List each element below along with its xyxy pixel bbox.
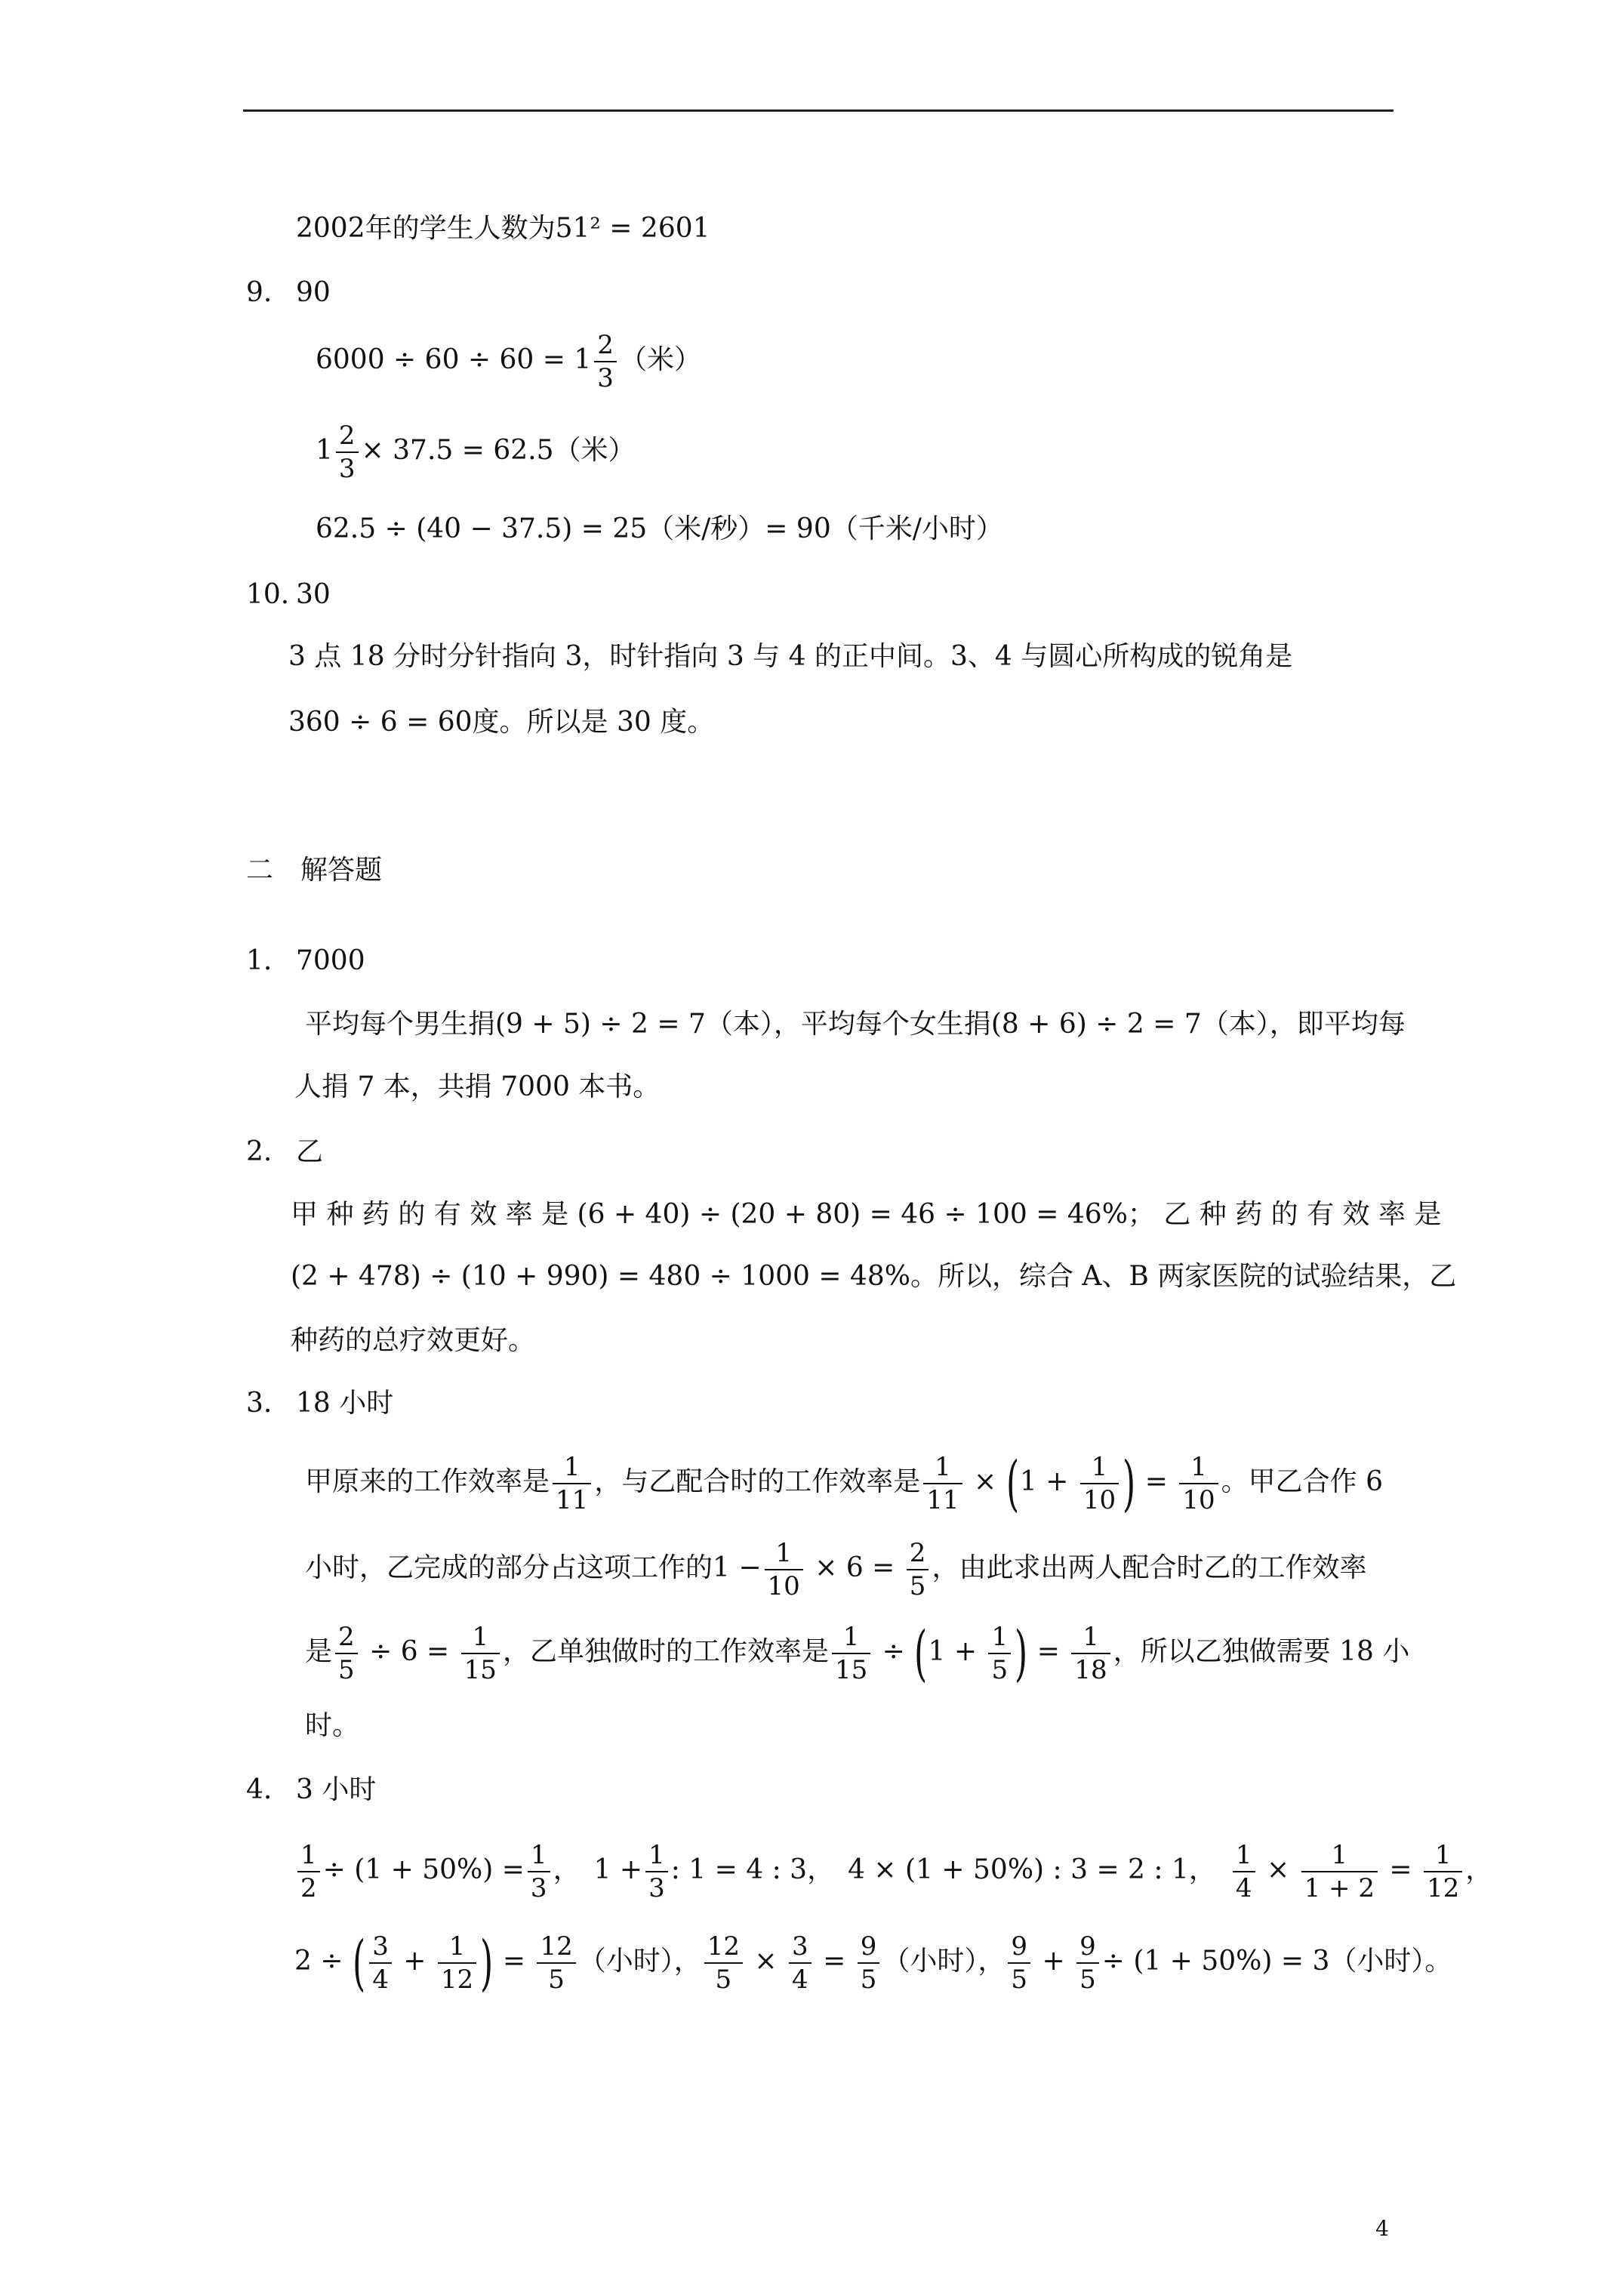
fraction: $\frac{1}{11}$ <box>553 1454 591 1513</box>
fraction: $\frac{1}{2}$ <box>297 1842 320 1901</box>
q9-answer: 90 <box>296 277 331 308</box>
a4-number: 4. <box>246 1774 273 1805</box>
header-rule <box>243 109 1394 112</box>
q9-eq1-a: 6000 ÷ 60 ÷ 60 = 1 <box>316 344 592 375</box>
a2-number: 2. <box>246 1136 273 1167</box>
fraction: $\frac{1}{10}$ <box>1080 1454 1119 1513</box>
q10-answer: 30 <box>296 579 331 610</box>
a1-text-1: 平均每个男生捐(9 + 5) ÷ 2 = 7（本），平均每个女生捐(8 + 6) ÷ 2 = 7（本），即平均每 <box>305 1009 1406 1040</box>
q9-eq1-b: （米） <box>619 344 701 375</box>
a4-text: : 1 = 4 : 3， 4 × (1 + 50%) : 3 = 2 : 1， <box>670 1854 1230 1885</box>
a3-text: ，与乙配合时的工作效率是 <box>594 1466 921 1497</box>
a2-text-1: 甲 种 药 的 有 效 率 是 (6 + 40) ÷ (20 + 80) = 46 ÷ 100 = 46%； 乙 种 药 的 有 效 率 是 <box>291 1199 1442 1230</box>
a3-text: ，乙单独做时的工作效率是 <box>502 1636 829 1667</box>
q10-number: 10. <box>246 579 290 610</box>
a3-answer: 18 小时 <box>296 1388 394 1419</box>
a4-text: ， 1 + <box>553 1854 643 1885</box>
fraction: $\frac{9}{5}$ <box>1076 1934 1099 1992</box>
line-2002: 2002年的学生人数为51² = 2601 <box>296 213 710 244</box>
fraction: $\frac{1}{15}$ <box>461 1624 500 1683</box>
fraction: $\frac{2}{5}$ <box>335 1624 358 1683</box>
q10-text-2: 360 ÷ 6 = 60度。所以是 30 度。 <box>288 707 715 738</box>
a4-line-2: 2 ÷ ( $\frac{3}{4}$ + $\frac{1}{12}$ ) = $\frac{12}{5}$ （小时）， $\frac{12}{5}$ × $\frac{3}{4}$ = $\frac{9}{5}$ （小时）， $\frac{9}{5}$ + $\frac{9}{5}$ ÷ (1 + 50%) = 3（小时）。 <box>294 1928 1452 1998</box>
a3-number: 3. <box>246 1388 273 1419</box>
fraction: $\frac{1}{10}$ <box>765 1540 803 1599</box>
q9-eq2 <box>316 423 636 482</box>
fraction: $\frac{1}{11}$ <box>923 1454 962 1513</box>
a1-text-2: 人捐 7 本，共捐 7000 本书。 <box>294 1071 661 1102</box>
a4-text: ÷ (1 + 50%) = 3（小时）。 <box>1101 1946 1452 1977</box>
a3-line-2: 小时，乙完成的部分占这项工作的1 − $\frac{1}{10}$ × 6 = $\frac{2}{5}$ ，由此求出两人配合时乙的工作效率 <box>305 1538 1367 1601</box>
fraction: $\frac{2}{5}$ <box>907 1540 929 1599</box>
q9-eq1 <box>316 332 701 391</box>
a2-text-2: (2 + 478) ÷ (10 + 990) = 480 ÷ 1000 = 48%。所以，综合 A、B 两家医院的试验结果，乙 <box>291 1261 1457 1292</box>
fraction: $\frac{1}{12}$ <box>438 1934 476 1992</box>
a4-text: ÷ (1 + 50%) = <box>322 1854 525 1885</box>
fraction: $\frac{1}{12}$ <box>1424 1842 1462 1901</box>
a4-answer: 3 小时 <box>296 1774 377 1805</box>
fraction: $\frac{1}{15}$ <box>832 1624 870 1683</box>
a3-text: ，由此求出两人配合时乙的工作效率 <box>932 1552 1367 1583</box>
a3-text: 甲原来的工作效率是 <box>305 1466 550 1497</box>
a4-text: （小时）， <box>578 1946 701 1977</box>
a3-text: 是 <box>305 1636 333 1667</box>
fraction: $\frac{1}{10}$ <box>1179 1454 1218 1513</box>
a3-line-4: 时。 <box>305 1710 360 1741</box>
fraction: $\frac{3}{4}$ <box>369 1934 392 1992</box>
a3-text: ，所以乙独做需要 18 小 <box>1113 1636 1410 1667</box>
q9-eq2-a: 1 <box>316 435 333 466</box>
a3-text: 。甲乙合作 6 <box>1221 1466 1383 1497</box>
fraction: $\frac{1}{4}$ <box>1233 1842 1255 1901</box>
a2-text-3: 种药的总疗效更好。 <box>291 1325 536 1356</box>
a1-number: 1. <box>246 945 273 976</box>
q10-text-1: 3 点 18 分时分针指向 3，时针指向 3 与 4 的正中间。3、4 与圆心所构成的锐角是 <box>288 641 1293 672</box>
a3-line-1: 甲原来的工作效率是 $\frac{1}{11}$ ，与乙配合时的工作效率是 $\frac{1}{11}$ × (1 + $\frac{1}{10}$ ) = $\frac{1}{10}$ 。甲乙合作 6 <box>305 1448 1383 1518</box>
fraction: $\frac{2}{3}$ <box>594 332 617 391</box>
a4-text: 2 ÷ <box>294 1946 343 1977</box>
a1-answer: 7000 <box>296 945 365 976</box>
a4-text: （小时）， <box>882 1946 1006 1977</box>
fraction: $\frac{9}{5}$ <box>1008 1934 1030 1992</box>
q9-eq2-b: × 37.5 = 62.5（米） <box>361 435 636 466</box>
fraction: $\frac{9}{5}$ <box>858 1934 880 1992</box>
fraction: $\frac{12}{5}$ <box>704 1934 743 1992</box>
fraction: $\frac{2}{3}$ <box>336 423 359 482</box>
section-heading: 二 解答题 <box>246 855 383 886</box>
a2-answer: 乙 <box>296 1136 324 1167</box>
fraction: $\frac{1}{1 + 2}$ <box>1301 1842 1378 1901</box>
q9-number: 9. <box>246 277 273 308</box>
q9-eq3: 62.5 ÷ (40 − 37.5) = 25（米/秒）= 90（千米/小时） <box>316 513 1003 544</box>
page-number: 4 <box>1375 2216 1389 2241</box>
a4-line-1: $\frac{1}{2}$ ÷ (1 + 50%) = $\frac{1}{3}$ ， 1 + $\frac{1}{3}$ : 1 = 4 : 3， 4 × (1 + 50%) : 3 = 2 : 1， $\frac{1}{4}$ × $\frac{1}{1 + 2}$ = $\frac{1}{12}$ ， <box>294 1842 1492 1901</box>
a3-line-3: 是 $\frac{2}{5}$ ÷ 6 = $\frac{1}{15}$ ，乙单独做时的工作效率是 $\frac{1}{15}$ ÷ (1 + $\frac{1}{5}$ ) = $\frac{1}{18}$ ，所以乙独做需要 18 小 <box>305 1618 1410 1688</box>
fraction: $\frac{12}{5}$ <box>537 1934 575 1992</box>
a3-text: 小时，乙完成的部分占这项工作的1 − <box>305 1552 762 1583</box>
fraction: $\frac{1}{3}$ <box>645 1842 668 1901</box>
fraction: $\frac{1}{5}$ <box>988 1624 1011 1683</box>
fraction: $\frac{3}{4}$ <box>789 1934 812 1992</box>
fraction: $\frac{1}{3}$ <box>528 1842 550 1901</box>
fraction: $\frac{1}{18}$ <box>1071 1624 1110 1683</box>
